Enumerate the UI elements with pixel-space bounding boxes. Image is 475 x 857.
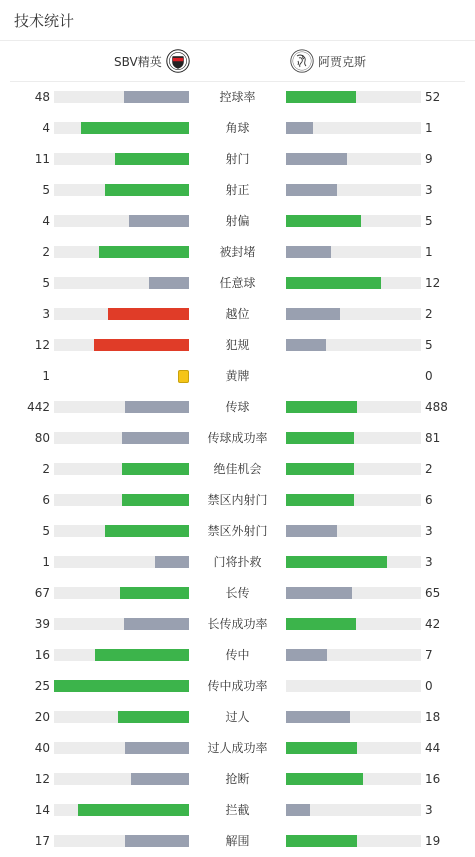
away-stat-bar-track xyxy=(286,91,421,103)
home-stat-value: 2 xyxy=(42,245,50,259)
away-stat-bar xyxy=(286,618,356,630)
away-stat-bar-track xyxy=(286,215,421,227)
stat-label: 射偏 xyxy=(225,214,250,228)
away-stat-bar-track xyxy=(286,525,421,537)
away-stat-value: 6 xyxy=(425,493,433,507)
stat-label: 犯规 xyxy=(225,338,250,352)
away-stat-bar xyxy=(286,711,350,723)
away-team[interactable] xyxy=(290,41,366,81)
home-stat-bar xyxy=(105,525,189,537)
away-stat-value: 65 xyxy=(425,586,441,600)
away-stat-bar xyxy=(286,277,381,289)
away-stat-bar-track xyxy=(286,618,421,630)
away-stat-value: 1 xyxy=(425,245,433,259)
home-stat-bar xyxy=(125,835,189,847)
stat-row xyxy=(0,454,475,485)
home-stat-value: 16 xyxy=(34,648,50,662)
stat-label: 长传成功率 xyxy=(207,617,268,631)
away-stat-value: 3 xyxy=(425,555,433,569)
home-stat-bar-track xyxy=(54,246,189,258)
stat-row xyxy=(0,82,475,113)
stat-row xyxy=(0,578,475,609)
away-stat-bar xyxy=(286,804,310,816)
stat-row xyxy=(0,826,475,857)
home-stat-bar xyxy=(124,91,189,103)
away-stat-bar xyxy=(286,308,340,320)
home-stat-value: 1 xyxy=(42,369,50,383)
home-stat-bar xyxy=(149,277,189,289)
home-stat-bar-track xyxy=(54,215,189,227)
home-stat-bar-track xyxy=(54,618,189,630)
away-stat-value: 5 xyxy=(425,214,433,228)
away-stat-value: 16 xyxy=(425,772,441,786)
home-stat-value: 48 xyxy=(34,90,50,104)
stat-label: 射正 xyxy=(225,183,250,197)
stat-row xyxy=(0,113,475,144)
home-stat-value: 442 xyxy=(27,400,50,414)
home-stat-value: 80 xyxy=(34,431,50,445)
stat-row xyxy=(0,423,475,454)
stat-label: 黄牌 xyxy=(225,369,250,383)
away-stat-value: 19 xyxy=(425,834,441,848)
home-stat-bar-track xyxy=(54,680,189,692)
home-stat-bar xyxy=(99,246,189,258)
stat-label: 拦截 xyxy=(225,803,250,817)
teams-header xyxy=(10,41,465,82)
away-stat-value: 2 xyxy=(425,307,433,321)
stat-label: 抢断 xyxy=(225,772,250,786)
away-stat-bar xyxy=(286,525,337,537)
stat-label: 角球 xyxy=(225,121,250,135)
home-stat-bar-track xyxy=(54,153,189,165)
away-stat-bar xyxy=(286,556,387,568)
stat-label: 过人 xyxy=(225,710,250,724)
away-stat-bar-track xyxy=(286,339,421,351)
home-stat-bar xyxy=(122,432,189,444)
away-stat-value: 3 xyxy=(425,183,433,197)
away-stat-value: 81 xyxy=(425,431,441,445)
stat-label: 禁区外射门 xyxy=(207,524,268,538)
away-stat-value: 52 xyxy=(425,90,441,104)
away-stat-bar xyxy=(286,401,357,413)
away-stat-bar xyxy=(286,432,354,444)
home-stat-bar-track xyxy=(54,556,189,568)
away-stat-bar-track xyxy=(286,122,421,134)
away-stat-bar-track xyxy=(286,680,421,692)
home-stat-bar xyxy=(54,680,189,692)
away-stat-bar-track xyxy=(286,835,421,847)
away-stat-bar xyxy=(286,587,352,599)
stat-row xyxy=(0,206,475,237)
home-stat-bar-track xyxy=(54,91,189,103)
home-stat-value: 40 xyxy=(34,741,50,755)
home-stat-bar xyxy=(118,711,189,723)
home-stat-value: 25 xyxy=(34,679,50,693)
home-stat-bar xyxy=(115,153,189,165)
stats-list xyxy=(0,82,475,857)
home-stat-value: 5 xyxy=(42,276,50,290)
home-stat-bar-track xyxy=(54,742,189,754)
away-stat-value: 3 xyxy=(425,524,433,538)
home-stat-value: 39 xyxy=(34,617,50,631)
home-stat-bar-track xyxy=(54,308,189,320)
away-stat-bar-track xyxy=(286,587,421,599)
away-stat-bar xyxy=(286,153,347,165)
home-stat-bar xyxy=(120,587,189,599)
home-stat-bar xyxy=(124,618,189,630)
stat-row xyxy=(0,392,475,423)
section-title: 技术统计 xyxy=(14,11,75,30)
home-stat-value: 3 xyxy=(42,307,50,321)
home-stat-value: 5 xyxy=(42,183,50,197)
away-stat-value: 9 xyxy=(425,152,433,166)
stat-row xyxy=(0,175,475,206)
away-stat-bar-track xyxy=(286,184,421,196)
away-stat-bar-track xyxy=(286,711,421,723)
home-stat-bar-track xyxy=(54,339,189,351)
stat-row xyxy=(0,702,475,733)
away-stat-value: 12 xyxy=(425,276,441,290)
stat-label: 传中成功率 xyxy=(207,679,268,693)
home-stat-value: 6 xyxy=(42,493,50,507)
away-stat-bar xyxy=(286,122,313,134)
home-stat-bar xyxy=(155,556,189,568)
home-stat-bar-track xyxy=(54,525,189,537)
home-stat-value: 2 xyxy=(42,462,50,476)
home-stat-bar xyxy=(125,401,189,413)
away-stat-bar xyxy=(286,91,356,103)
home-stat-bar-track xyxy=(54,122,189,134)
away-stat-bar xyxy=(286,184,337,196)
stat-label: 解围 xyxy=(225,834,250,848)
stat-label: 过人成功率 xyxy=(207,741,268,755)
home-stat-value: 1 xyxy=(42,555,50,569)
home-stat-value: 5 xyxy=(42,524,50,538)
home-stat-bar-track xyxy=(54,835,189,847)
stat-label: 传球成功率 xyxy=(207,431,268,445)
home-stat-bar xyxy=(81,122,189,134)
away-stat-value: 1 xyxy=(425,121,433,135)
home-stat-bar xyxy=(129,215,189,227)
stat-label: 传球 xyxy=(225,400,250,414)
home-stat-bar-track xyxy=(54,401,189,413)
home-stat-bar xyxy=(95,649,189,661)
away-stat-value: 42 xyxy=(425,617,441,631)
home-stat-value: 14 xyxy=(34,803,50,817)
ajax-crest-icon xyxy=(290,49,314,73)
stat-row xyxy=(0,299,475,330)
away-stat-bar-track xyxy=(286,432,421,444)
stat-row xyxy=(0,268,475,299)
away-stat-bar xyxy=(286,494,354,506)
home-stat-bar-track xyxy=(54,773,189,785)
stat-row xyxy=(0,516,475,547)
away-stat-value: 488 xyxy=(425,400,448,414)
away-stat-value: 44 xyxy=(425,741,441,755)
home-stat-bar-track xyxy=(54,184,189,196)
away-stat-bar xyxy=(286,742,357,754)
away-stat-bar xyxy=(286,773,363,785)
away-team-name: 阿贾克斯 xyxy=(318,54,367,69)
home-stat-bar xyxy=(122,463,190,475)
away-stat-value: 3 xyxy=(425,803,433,817)
away-stat-bar-track xyxy=(286,153,421,165)
excelsior-crest-icon xyxy=(166,49,190,73)
home-stat-value: 67 xyxy=(34,586,50,600)
away-stat-bar xyxy=(286,339,326,351)
away-stat-bar-track xyxy=(286,649,421,661)
home-stat-bar xyxy=(78,804,189,816)
stat-label: 门将扑救 xyxy=(213,555,262,569)
away-stat-bar-track xyxy=(286,804,421,816)
stat-row xyxy=(0,764,475,795)
home-stat-bar xyxy=(105,184,189,196)
home-stat-bar-track xyxy=(54,463,189,475)
home-stat-value: 12 xyxy=(34,338,50,352)
home-team-name: SBV精英 xyxy=(114,54,162,69)
home-stat-bar-track xyxy=(54,277,189,289)
away-stat-value: 0 xyxy=(425,369,433,383)
stat-label: 传中 xyxy=(225,648,250,662)
away-stat-bar-track xyxy=(286,742,421,754)
away-stat-bar-track xyxy=(286,277,421,289)
stat-label: 被封堵 xyxy=(219,245,256,259)
stat-row xyxy=(0,485,475,516)
away-stat-bar xyxy=(286,246,331,258)
home-stat-value: 17 xyxy=(34,834,50,848)
away-stat-value: 2 xyxy=(425,462,433,476)
away-stat-value: 5 xyxy=(425,338,433,352)
home-stat-bar xyxy=(108,308,189,320)
section-header xyxy=(0,0,475,41)
stat-label: 任意球 xyxy=(219,276,256,290)
home-stat-bar xyxy=(131,773,189,785)
home-stat-bar xyxy=(125,742,189,754)
stat-label: 绝佳机会 xyxy=(213,462,262,476)
stat-row xyxy=(0,237,475,268)
home-stat-bar-track xyxy=(54,432,189,444)
stat-label: 禁区内射门 xyxy=(207,493,268,507)
home-stat-bar-track xyxy=(54,649,189,661)
home-stat-value: 11 xyxy=(34,152,50,166)
home-stat-value: 4 xyxy=(42,214,50,228)
home-stat-bar-track xyxy=(54,494,189,506)
away-stat-bar xyxy=(286,463,354,475)
away-stat-bar-track xyxy=(286,401,421,413)
home-stat-bar-track xyxy=(54,711,189,723)
yellow-card-icon xyxy=(178,370,189,383)
stat-row xyxy=(0,609,475,640)
away-stat-value: 7 xyxy=(425,648,433,662)
home-stat-value: 12 xyxy=(34,772,50,786)
stat-row xyxy=(0,733,475,764)
away-stat-bar-track xyxy=(286,463,421,475)
stat-row xyxy=(0,795,475,826)
stat-row xyxy=(0,671,475,702)
away-stat-bar xyxy=(286,215,361,227)
away-stat-value: 18 xyxy=(425,710,441,724)
stat-row xyxy=(0,640,475,671)
home-stat-value: 4 xyxy=(42,121,50,135)
home-team[interactable] xyxy=(114,41,190,81)
away-stat-bar-track xyxy=(286,556,421,568)
away-stat-bar-track xyxy=(286,494,421,506)
stat-label: 控球率 xyxy=(219,90,256,104)
stat-row xyxy=(0,330,475,361)
away-stat-bar-track xyxy=(286,246,421,258)
away-stat-bar xyxy=(286,649,327,661)
home-stat-value: 20 xyxy=(34,710,50,724)
home-stat-bar xyxy=(122,494,190,506)
stat-row xyxy=(0,547,475,578)
stat-label: 射门 xyxy=(225,152,250,166)
away-stat-value: 0 xyxy=(425,679,433,693)
away-stat-bar xyxy=(286,835,357,847)
home-stat-bar xyxy=(94,339,189,351)
away-stat-bar-track xyxy=(286,773,421,785)
stat-row xyxy=(0,361,475,392)
home-stat-bar-track xyxy=(54,587,189,599)
away-stat-bar-track xyxy=(286,308,421,320)
stat-label: 长传 xyxy=(225,586,250,600)
home-stat-bar-track xyxy=(54,804,189,816)
stat-label: 越位 xyxy=(225,307,250,321)
stat-row xyxy=(0,144,475,175)
